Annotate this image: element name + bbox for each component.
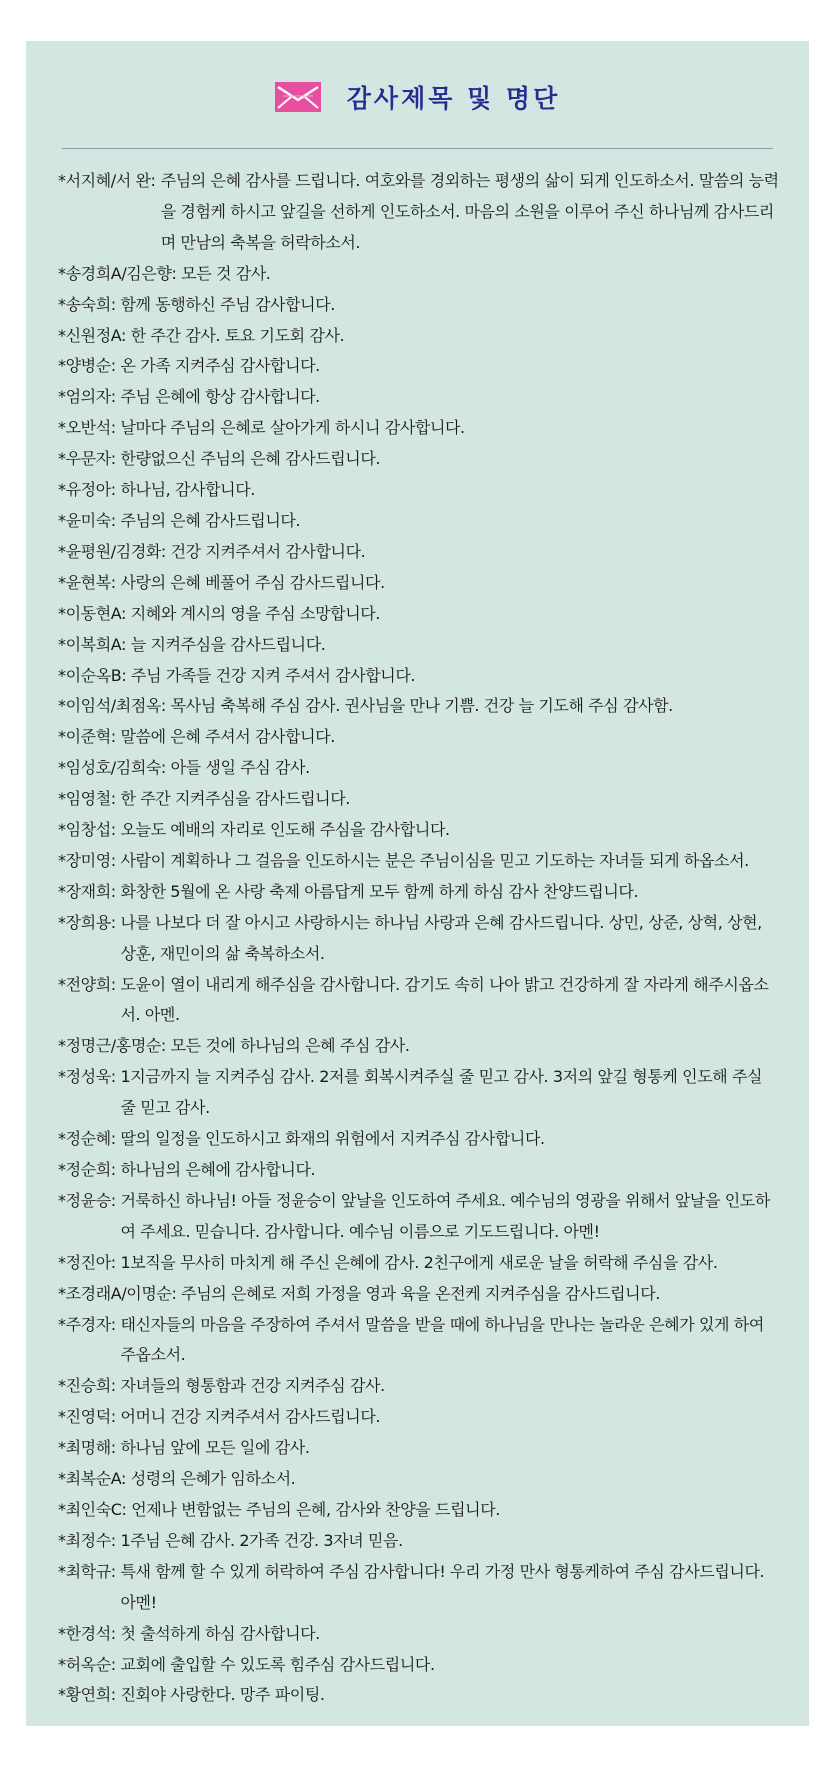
list-item	[58, 1526, 779, 1557]
list-item	[58, 877, 779, 908]
list-item	[58, 722, 779, 753]
list-item	[58, 1650, 779, 1681]
list-item	[58, 846, 779, 877]
entry-message: 아들 생일 주심 감사.	[170, 758, 310, 778]
list-item	[58, 1680, 779, 1711]
section-header	[26, 79, 809, 115]
entry-name: *서지혜/서 완:	[58, 171, 156, 190]
entry-name: *주경자:	[58, 1314, 116, 1334]
entry-message: 하나님의 은혜에 감사합니다.	[120, 1160, 316, 1179]
entry-message: 1보직을 무사히 마치게 해 주신 은혜에 감사. 2친구에게 새로운 날을 허락해 주심을 감사.	[120, 1252, 718, 1272]
entry-message: 딸의 일정을 인도하시고 화재의 위험에서 지켜주심 감사합니다.	[120, 1129, 545, 1149]
entry-message: 목사님 축복해 주심 감사. 권사님을 만나 기쁨. 건강 늘 기도해 주심 감사함.	[170, 696, 673, 716]
list-item	[58, 1155, 779, 1186]
list-item	[58, 1062, 779, 1124]
entry-name: *진승희:	[58, 1376, 116, 1396]
entry-name: *최명해:	[58, 1438, 116, 1458]
entry-name: *장희용:	[58, 912, 116, 932]
entry-name: *신원정A:	[58, 325, 127, 345]
list-item	[58, 753, 779, 784]
entry-name: *이순옥B:	[58, 665, 127, 685]
list-item	[58, 1371, 779, 1402]
entry-name: *우문자:	[58, 449, 116, 469]
entry-name: *임창섭:	[58, 820, 116, 840]
list-item	[58, 1124, 779, 1155]
entry-message: 도윤이 열이 내리게 해주심을 감사합니다. 감기도 속히 나아 밝고 건강하게 잘 자라게 해주시옵소서. 아멘.	[120, 974, 769, 1025]
list-item	[58, 1279, 779, 1310]
list-item	[58, 259, 779, 290]
list-item	[58, 815, 779, 846]
entry-name: *정진아:	[58, 1252, 116, 1272]
entry-name: *황연희:	[58, 1685, 116, 1705]
entry-name: *최학규:	[58, 1561, 116, 1581]
list-item	[58, 1464, 779, 1495]
entry-message: 어머니 건강 지켜주셔서 감사드립니다.	[120, 1407, 381, 1427]
entry-name: *오반석:	[58, 418, 116, 438]
entry-name: *윤미숙:	[58, 510, 116, 530]
entry-name: *최인숙C:	[58, 1499, 127, 1519]
entry-name: *최복순A:	[58, 1469, 127, 1489]
entry-message: 거룩하신 하나님! 아들 정윤승이 앞날을 인도하여 주세요. 예수님의 영광을 위해서 앞날을 인도하여 주세요. 믿습니다. 감사합니다. 예수님 이름으로 기도드립니다. 아멘!	[120, 1190, 770, 1241]
entry-message: 주님의 은혜 감사드립니다.	[120, 510, 301, 530]
entry-name: *정성욱:	[58, 1067, 116, 1087]
list-item	[58, 382, 779, 413]
entry-message: 화창한 5월에 온 사랑 축제 아름답게 모두 함께 하게 하심 감사 찬양드립니다.	[120, 881, 639, 901]
entry-name: *이복희A:	[58, 634, 127, 654]
entry-name: *이준혁:	[58, 727, 116, 747]
entry-name: *임성호/김희숙:	[58, 758, 166, 778]
entry-message: 1지금까지 늘 지켜주심 감사. 2저를 회복시켜주실 줄 믿고 감사. 3저의 앞길 형통케 인도해 주실 줄 믿고 감사.	[120, 1067, 763, 1118]
list-item	[58, 1031, 779, 1062]
entry-message: 온 가족 지켜주심 감사합니다.	[120, 356, 320, 376]
list-item	[58, 599, 779, 630]
entry-message: 오늘도 예배의 자리로 인도해 주심을 감사합니다.	[120, 820, 450, 840]
entry-message: 언제나 변함없는 주님의 은혜, 감사와 찬양을 드립니다.	[131, 1499, 500, 1519]
entry-message: 모든 것 감사.	[181, 263, 271, 283]
entry-message: 말씀에 은혜 주셔서 감사합니다.	[120, 727, 335, 747]
entry-name: *엄의자:	[58, 387, 116, 407]
entry-name: *양병순:	[58, 356, 116, 376]
list-item	[58, 506, 779, 537]
list-item	[58, 290, 779, 321]
list-item	[58, 1248, 779, 1279]
entry-message: 사랑의 은혜 베풀어 주심 감사드립니다.	[120, 572, 385, 592]
entry-name: *정순희:	[58, 1160, 116, 1179]
entry-name: *정순혜:	[58, 1129, 116, 1149]
list-item	[58, 537, 779, 568]
entry-name: *진영덕:	[58, 1407, 116, 1427]
entry-message: 첫 출석하게 하심 감사합니다.	[120, 1623, 320, 1643]
list-item	[58, 1495, 779, 1526]
entry-message: 모든 것에 하나님의 은혜 주심 감사.	[170, 1036, 410, 1056]
list-item	[58, 630, 779, 661]
entry-name: *윤평원/김경화:	[58, 541, 166, 561]
entry-message: 늘 지켜주심을 감사드립니다.	[130, 634, 326, 654]
entry-message: 날마다 주님의 은혜로 살아가게 하시니 감사합니다.	[120, 418, 465, 438]
entry-message: 나를 나보다 더 잘 아시고 사랑하시는 하나님 사랑과 은혜 감사드립니다. 상민, 상준, 상혁, 상현, 상훈, 재민이의 삶 축복하소서.	[120, 912, 762, 963]
list-item	[58, 351, 779, 382]
entry-message: 성령의 은혜가 임하소서.	[130, 1469, 296, 1489]
entry-name: *조경래A/이명순:	[58, 1283, 177, 1303]
list-item	[58, 321, 779, 352]
entry-message: 주님 가족들 건강 지켜 주셔서 감사합니다.	[131, 665, 416, 685]
entry-name: *유정아:	[58, 480, 116, 500]
entry-name: *장재희:	[58, 881, 116, 901]
entry-message: 한 주간 지켜주심을 감사드립니다.	[120, 789, 350, 809]
list-item	[58, 784, 779, 815]
entry-message: 교회에 출입할 수 있도록 힘주심 감사드립니다.	[120, 1654, 435, 1674]
entry-name: *허옥순:	[58, 1654, 116, 1674]
entry-message: 주님 은혜에 항상 감사합니다.	[120, 387, 320, 407]
entry-name: *전양희:	[58, 974, 116, 994]
entry-message: 한량없으신 주님의 은혜 감사드립니다.	[120, 449, 381, 469]
list-item	[58, 1310, 779, 1372]
entry-name: *임영철:	[58, 789, 116, 809]
entry-name: *이임석/최점옥:	[58, 696, 166, 716]
entry-message: 자녀들의 형통함과 건강 지켜주심 감사.	[120, 1376, 385, 1396]
entry-message: 진회야 사랑한다. 망주 파이팅.	[120, 1685, 325, 1705]
entry-name: *송숙희:	[58, 294, 116, 314]
entry-name: *한경석:	[58, 1623, 116, 1643]
entry-message: 하나님 앞에 모든 일에 감사.	[120, 1438, 310, 1458]
page-title: 감사제목 및 명단	[346, 84, 561, 113]
entry-message: 하나님, 감사합니다.	[120, 480, 255, 500]
entry-message: 태신자들의 마음을 주장하여 주셔서 말씀을 받을 때에 하나님을 만나는 놀라운 은혜가 있게 하여 주옵소서.	[120, 1314, 764, 1365]
list-item	[58, 1186, 779, 1248]
list-item	[58, 1433, 779, 1464]
list-item	[58, 1402, 779, 1433]
list-item	[58, 691, 779, 722]
entry-name: *정윤승:	[58, 1190, 116, 1210]
entry-message: 지혜와 계시의 영을 주심 소망합니다.	[130, 603, 380, 623]
entry-message: 특새 함께 할 수 있게 허락하여 주심 감사합니다! 우리 가정 만사 형통케하여 주심 감사드립니다. 아멘!	[120, 1561, 765, 1612]
entry-message: 주님의 은혜 감사를 드립니다. 여호와를 경외하는 평생의 삶이 되게 인도하소서. 말씀의 능력을 경험케 하시고 앞길을 선하게 인도하소서. 마음의 소원을 이루어 주신 하나님께 감사드리며 만남의 축복을 허락하소서.	[160, 171, 779, 252]
divider	[62, 148, 773, 149]
entry-name: *최정수:	[58, 1530, 116, 1550]
entry-message: 주님의 은혜로 저희 가정을 영과 육을 온전케 지켜주심을 감사드립니다.	[181, 1283, 660, 1303]
list-item	[58, 661, 779, 692]
list-item	[58, 970, 779, 1032]
thanks-list	[58, 166, 779, 1711]
envelope-icon	[275, 82, 321, 112]
entry-message: 함께 동행하신 주님 감사합니다.	[120, 294, 335, 314]
entry-message: 건강 지켜주셔서 감사합니다.	[170, 541, 366, 561]
entry-name: *장미영:	[58, 850, 116, 870]
list-item	[58, 444, 779, 475]
list-item	[58, 1619, 779, 1650]
content-panel	[26, 41, 809, 1726]
entry-message: 사람이 계획하나 그 걸음을 인도하시는 분은 주님이심을 믿고 기도하는 자녀들 되게 하옵소서.	[120, 850, 749, 870]
entry-message: 한 주간 감사. 토요 기도회 감사.	[130, 325, 345, 345]
list-item	[58, 475, 779, 506]
list-item	[58, 413, 779, 444]
entry-message: 1주님 은혜 감사. 2가족 건강. 3자녀 믿음.	[120, 1530, 403, 1550]
entry-name: *윤현복:	[58, 572, 116, 592]
list-item	[58, 568, 779, 599]
list-item	[58, 908, 779, 970]
entry-name: *이동현A:	[58, 603, 127, 623]
list-item	[58, 166, 779, 259]
list-item	[58, 1557, 779, 1619]
entry-name: *정명근/홍명순:	[58, 1036, 166, 1056]
entry-name: *송경희A/김은향:	[58, 263, 177, 283]
